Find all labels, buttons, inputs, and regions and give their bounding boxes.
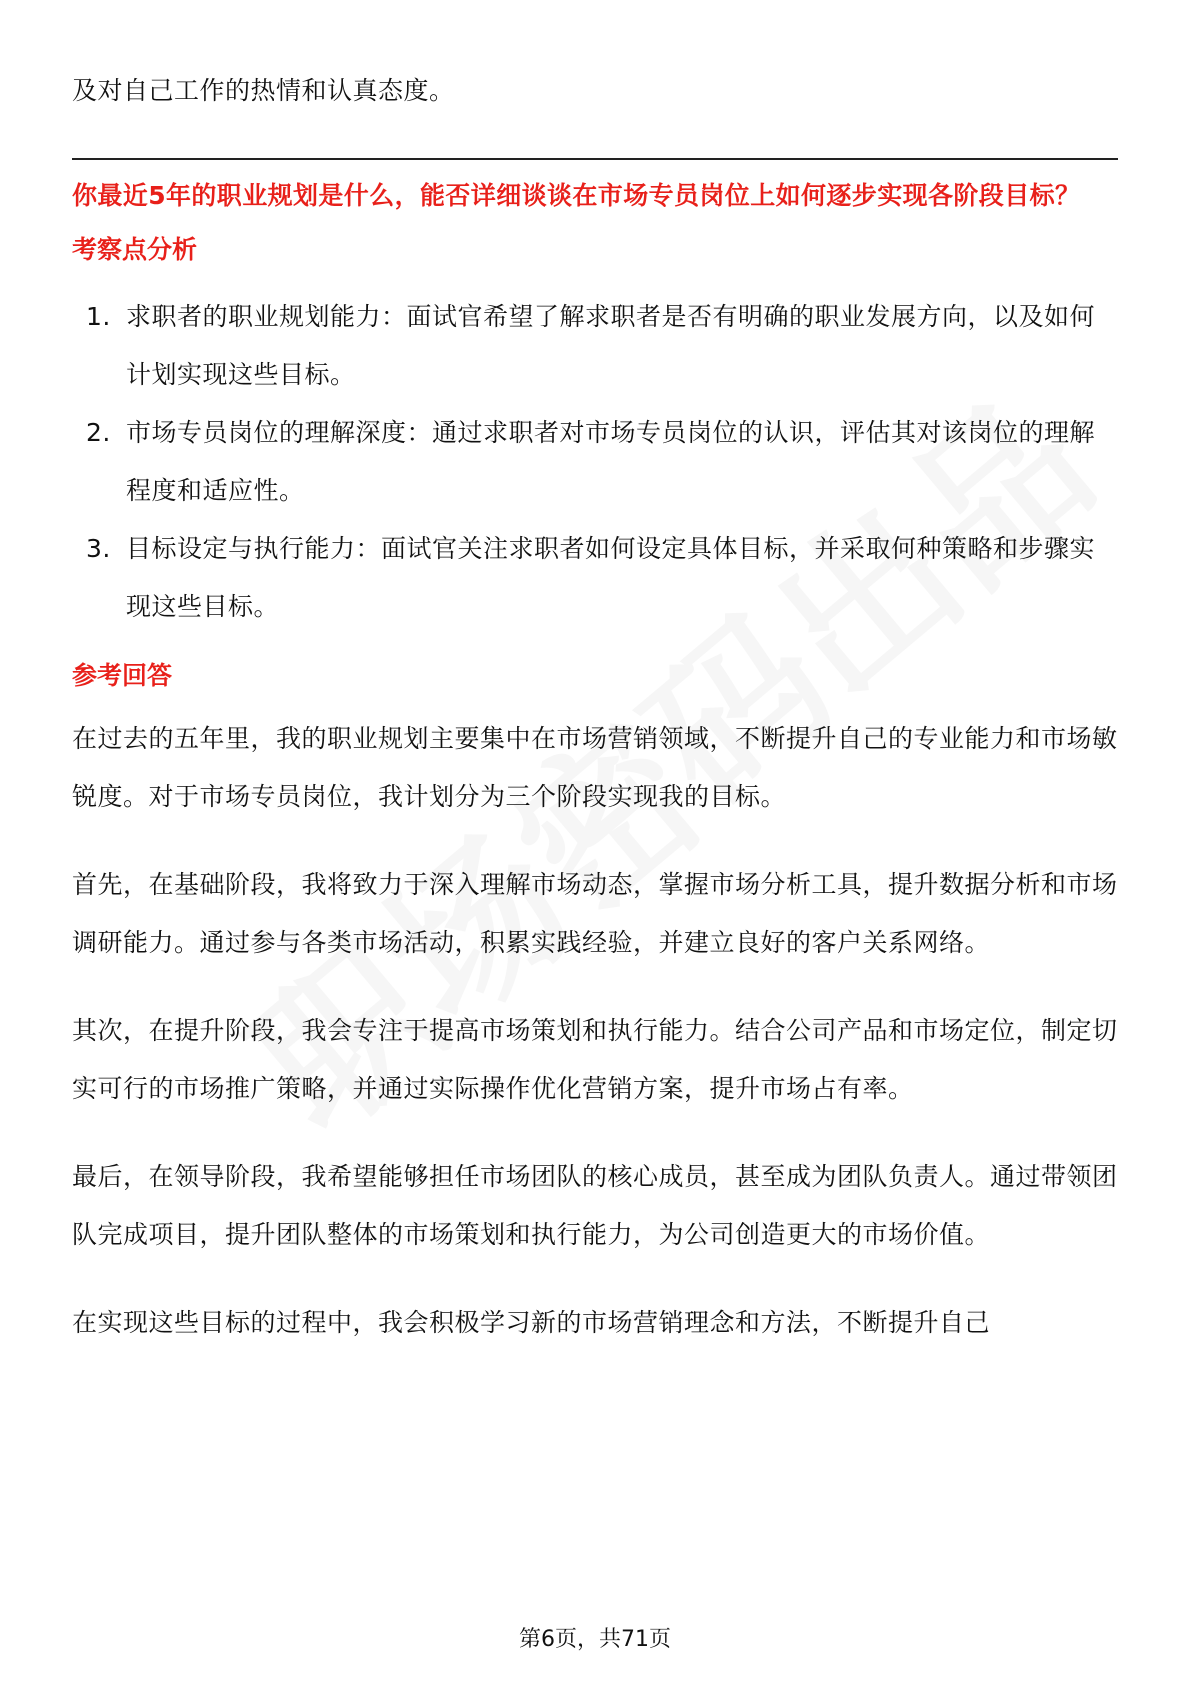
- analysis-list: [72, 288, 1118, 636]
- analysis-item-text: 市场专员岗位的理解深度：通过求职者对市场专员岗位的认识，评估其对该岗位的理解程度和适应性。: [126, 418, 1096, 505]
- analysis-item-number: 1.: [86, 302, 111, 331]
- answer-paragraph: 在过去的五年里，我的职业规划主要集中在市场营销领域，不断提升自己的专业能力和市场敏锐度。对于市场专员岗位，我计划分为三个阶段实现我的目标。: [72, 724, 1118, 811]
- analysis-item: [72, 288, 1118, 404]
- page-footer: 第6页，共71页: [519, 1627, 671, 1652]
- answer-paragraph: 最后，在领导阶段，我希望能够担任市场团队的核心成员，甚至成为团队负责人。通过带领团队完成项目，提升团队整体的市场策划和执行能力，为公司创造更大的市场价值。: [72, 1162, 1118, 1249]
- answer-paragraph: 首先，在基础阶段，我将致力于深入理解市场动态，掌握市场分析工具，提升数据分析和市场调研能力。通过参与各类市场活动，积累实践经验，并建立良好的客户关系网络。: [72, 870, 1118, 957]
- page-content: [72, 62, 1118, 1382]
- question-heading: 你最近5年的职业规划是什么，能否详细谈谈在市场专员岗位上如何逐步实现各阶段目标？: [72, 181, 1081, 210]
- analysis-item-number: 2.: [86, 418, 111, 447]
- intro-paragraph: 及对自己工作的热情和认真态度。: [72, 76, 455, 105]
- analysis-item-text: 目标设定与执行能力：面试官关注求职者如何设定具体目标，并采取何种策略和步骤实现这些目标。: [126, 534, 1096, 621]
- analysis-heading: 考察点分析: [72, 235, 198, 264]
- answer-paragraph: 在实现这些目标的过程中，我会积极学习新的市场营销理念和方法，不断提升自己: [72, 1308, 991, 1337]
- section-divider: [72, 158, 1118, 160]
- analysis-item: [72, 520, 1118, 636]
- answer-heading: 参考回答: [72, 661, 173, 690]
- answer-paragraph: 其次，在提升阶段，我会专注于提高市场策划和执行能力。结合公司产品和市场定位，制定切实可行的市场推广策略，并通过实际操作优化营销方案，提升市场占有率。: [72, 1016, 1118, 1103]
- analysis-item-text: 求职者的职业规划能力：面试官希望了解求职者是否有明确的职业发展方向，以及如何计划实现这些目标。: [126, 302, 1096, 389]
- analysis-item: [72, 404, 1118, 520]
- analysis-item-number: 3.: [86, 534, 111, 563]
